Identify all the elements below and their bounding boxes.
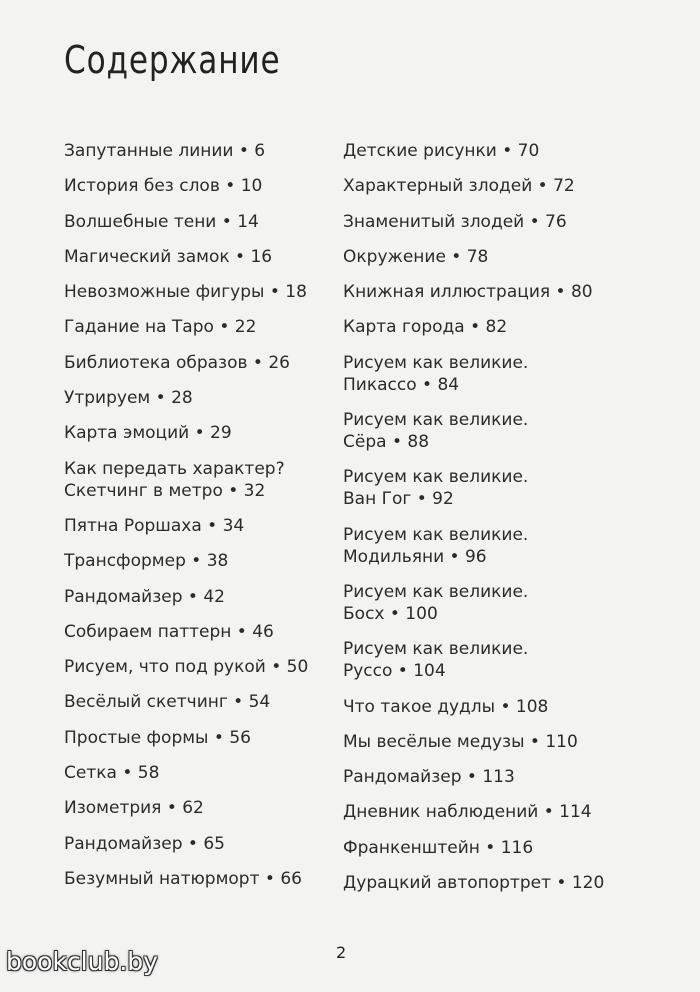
toc-entry-line: Франкенштейн • 116 bbox=[343, 837, 534, 858]
toc-entry-line: Рисуем как великие. bbox=[343, 467, 529, 488]
toc-entry-line: Руссо • 104 bbox=[343, 661, 446, 682]
toc-entry-line: Пятна Роршаха • 34 bbox=[64, 515, 245, 536]
toc-entry-line: Безумный натюрморт • 66 bbox=[64, 868, 302, 889]
toc-entry bbox=[343, 766, 663, 788]
toc-entry bbox=[64, 211, 364, 233]
toc-entry-line: Сёра • 88 bbox=[343, 432, 430, 453]
toc-entry-line: Невозможные фигуры • 18 bbox=[64, 282, 307, 303]
toc-entry bbox=[343, 466, 663, 510]
toc-entry bbox=[64, 246, 364, 268]
toc-entry bbox=[64, 175, 364, 197]
toc-entry bbox=[343, 696, 663, 718]
toc-entry-line: Рисуем как великие. bbox=[343, 524, 529, 545]
toc-entry bbox=[64, 621, 364, 643]
toc-entry-line: Утрируем • 28 bbox=[64, 388, 193, 409]
toc-entry-line: Простые формы • 56 bbox=[64, 727, 251, 748]
toc-entry-line: Рандомайзер • 113 bbox=[343, 767, 515, 788]
toc-left-column bbox=[64, 140, 364, 903]
toc-entry-line: Что такое дудлы • 108 bbox=[343, 696, 549, 717]
toc-entry-line: Характерный злодей • 72 bbox=[343, 176, 575, 197]
toc-entry bbox=[64, 691, 364, 713]
toc-entry bbox=[64, 586, 364, 608]
toc-entry bbox=[343, 524, 663, 568]
toc-entry bbox=[64, 550, 364, 572]
toc-entry-line: Детские рисунки • 70 bbox=[343, 141, 540, 161]
toc-entry-line: Дневник наблюдений • 114 bbox=[343, 802, 592, 823]
toc-entry-line: Книжная иллюстрация • 80 bbox=[343, 282, 593, 303]
watermark: bookclub.by bbox=[6, 947, 158, 976]
toc-entry bbox=[343, 581, 663, 625]
toc-entry-line: Карта эмоций • 29 bbox=[64, 423, 232, 444]
toc-entry-line: Весёлый скетчинг • 54 bbox=[64, 692, 271, 713]
toc-entry bbox=[64, 515, 364, 537]
toc-entry bbox=[64, 458, 364, 502]
toc-entry bbox=[64, 422, 364, 444]
toc-entry bbox=[64, 352, 364, 374]
toc-entry-line: Гадание на Таро • 22 bbox=[64, 317, 257, 338]
toc-entry bbox=[64, 281, 364, 303]
toc-entry-line: История без слов • 10 bbox=[64, 176, 263, 197]
page-title: Содержание bbox=[64, 38, 281, 82]
toc-entry-line: Ван Гог • 92 bbox=[343, 489, 454, 510]
page-number: 2 bbox=[336, 943, 347, 962]
toc-entry bbox=[64, 140, 364, 162]
toc-entry bbox=[343, 409, 663, 453]
toc-entry bbox=[64, 316, 364, 338]
toc-entry-line: Как передать характер? bbox=[64, 458, 285, 479]
toc-entry bbox=[64, 727, 364, 749]
toc-entry bbox=[343, 316, 663, 338]
toc-entry-line: Босх • 100 bbox=[343, 603, 438, 624]
toc-entry-line: Рисуем, что под рукой • 50 bbox=[64, 657, 309, 678]
toc-entry bbox=[343, 175, 663, 197]
toc-entry-line: Мы весёлые медузы • 110 bbox=[343, 731, 578, 752]
toc-entry-line: Рисуем как великие. bbox=[343, 410, 529, 431]
toc-entry-line: Рандомайзер • 42 bbox=[64, 586, 225, 607]
toc-entry bbox=[64, 797, 364, 819]
toc-right-column bbox=[343, 140, 663, 907]
toc-entry-line: Карта города • 82 bbox=[343, 317, 508, 338]
toc-entry-line: Модильяни • 96 bbox=[343, 546, 487, 567]
toc-entry-line: Запутанные линии • 6 bbox=[64, 141, 266, 161]
toc-entry-line: Изометрия • 62 bbox=[64, 798, 204, 819]
toc-entry bbox=[343, 801, 663, 823]
toc-entry bbox=[343, 246, 663, 268]
toc-entry bbox=[64, 868, 364, 890]
toc-entry bbox=[343, 211, 663, 233]
toc-entry bbox=[64, 833, 364, 855]
toc-entry-line: Знаменитый злодей • 76 bbox=[343, 211, 567, 232]
toc-entry bbox=[343, 731, 663, 753]
toc-entry-line: Скетчинг в метро • 32 bbox=[64, 480, 266, 501]
toc-entry-line: Трансформер • 38 bbox=[64, 551, 229, 572]
toc-entry-line: Окружение • 78 bbox=[343, 246, 489, 267]
toc-entry-line: Магический замок • 16 bbox=[64, 246, 273, 267]
toc-entry-line: Собираем паттерн • 46 bbox=[64, 621, 274, 642]
toc-entry bbox=[343, 837, 663, 859]
toc-entry-line: Рисуем как великие. bbox=[343, 581, 529, 602]
toc-entry-line: Пикассо • 84 bbox=[343, 374, 460, 395]
toc-entry bbox=[343, 140, 663, 162]
toc-entry bbox=[343, 638, 663, 682]
toc-entry bbox=[343, 281, 663, 303]
toc-entry-line: Библиотека образов • 26 bbox=[64, 352, 290, 373]
toc-entry bbox=[343, 352, 663, 396]
toc-entry-line: Дурацкий автопортрет • 120 bbox=[343, 873, 605, 894]
toc-entry bbox=[64, 762, 364, 784]
toc-entry-line: Рисуем как великие. bbox=[343, 639, 529, 660]
toc-entry bbox=[64, 656, 364, 678]
toc-entry-line: Сетка • 58 bbox=[64, 763, 160, 784]
toc-entry bbox=[64, 387, 364, 409]
toc-entry-line: Рисуем как великие. bbox=[343, 352, 529, 373]
toc-entry bbox=[343, 872, 663, 894]
toc-entry-line: Рандомайзер • 65 bbox=[64, 833, 225, 854]
toc-entry-line: Волшебные тени • 14 bbox=[64, 211, 259, 232]
